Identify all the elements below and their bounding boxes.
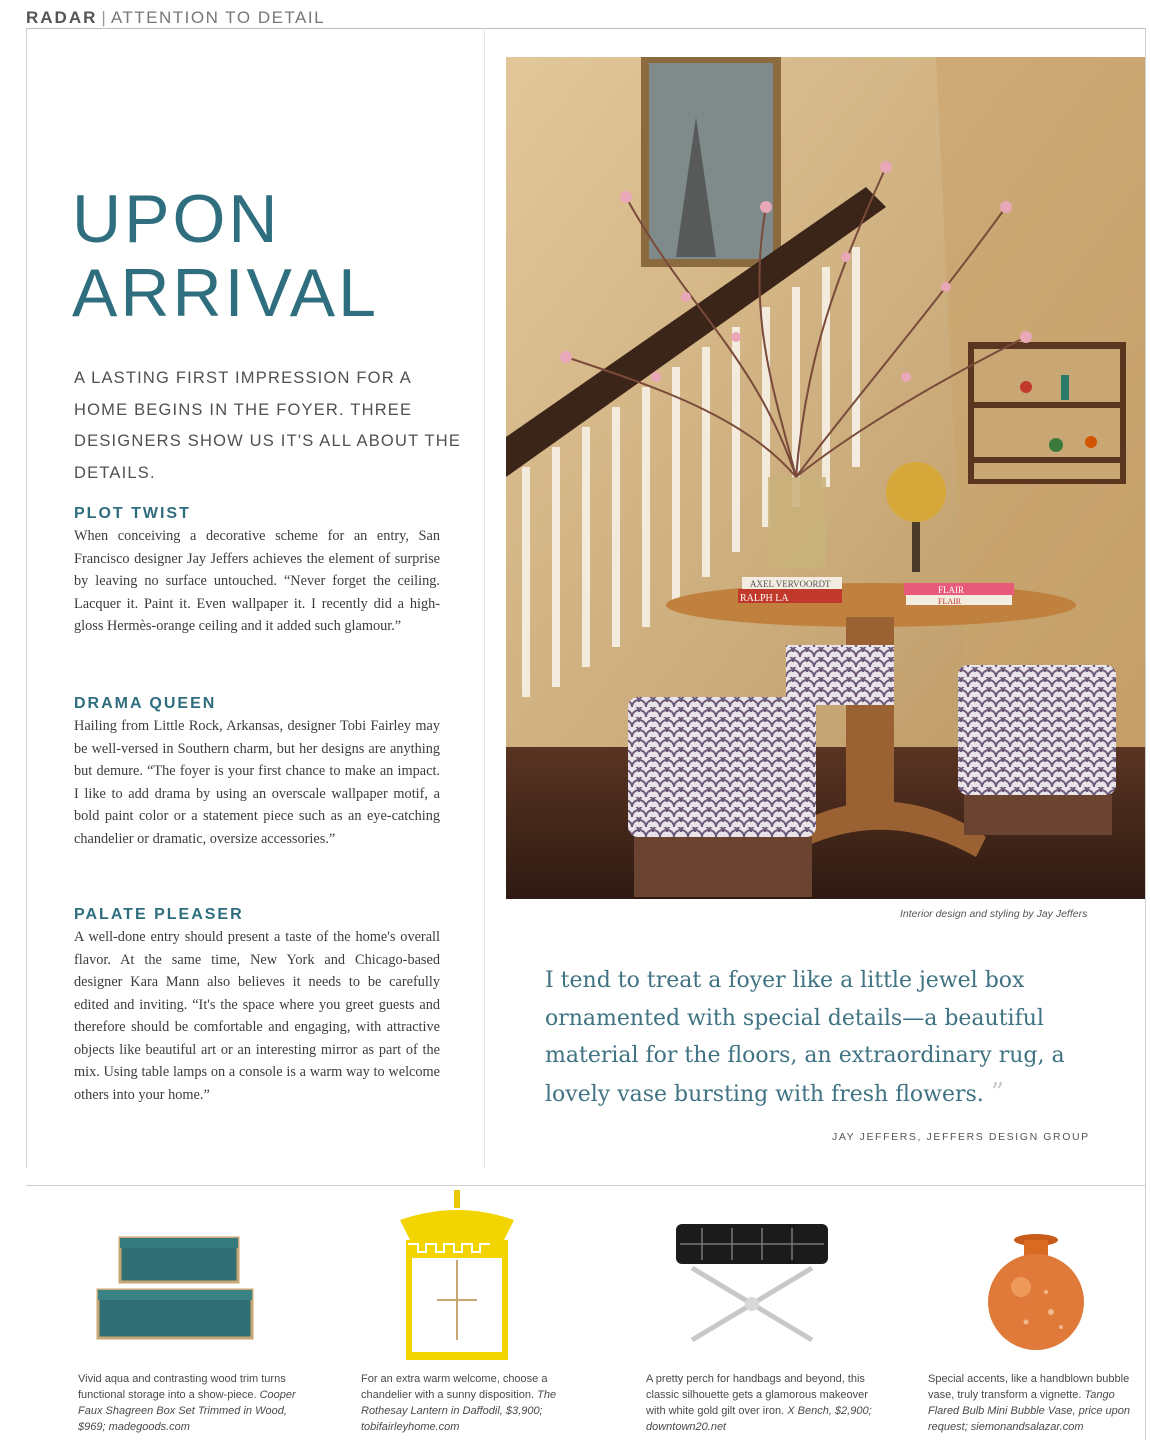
book-spine-label: FLAIR (938, 597, 962, 606)
caption-detail: The Rothesay Lantern in Daffodil, $3,900; tobifairleyhome.com (361, 1389, 557, 1433)
product-caption-lantern (361, 1371, 591, 1435)
section-palate-pleaser (74, 906, 440, 1106)
section-name: ATTENTION TO DETAIL (110, 8, 326, 27)
lantern-image (392, 1190, 522, 1362)
caption-detail: Cooper Faux Shagreen Box Set Trimmed in Wood, $969; madegoods.com (78, 1389, 296, 1433)
article-title (72, 182, 379, 330)
product-strip-rule (26, 1185, 1146, 1186)
pull-quote-text: I tend to treat a foyer like a little jewel box ornamented with special details—a beautiful material for the floors, an extraordinary rug, a lovely vase bursting with fresh flowers. (545, 968, 1065, 1107)
foyer-illustration (506, 57, 1145, 899)
column-divider (484, 28, 485, 1168)
bubble-vase-image (976, 1232, 1096, 1352)
section-heading: PALATE PLEASER (74, 906, 244, 923)
section-body: Hailing from Little Rock, Arkansas, designer Tobi Fairley may be well-versed in Southern charm, but her designs are anything but demure. “The foyer is your first chance to make an impact. I like to add drama by using an overscale wallpaper motif, a bold paint color or a statement piece such as an eye-catching chandelier or dramatic, oversize accessories.” (74, 718, 440, 847)
book-spine-label: FLAIR (938, 585, 965, 595)
shagreen-box-image (90, 1230, 260, 1340)
section-drama-queen (74, 695, 440, 850)
section-body: A well-done entry should present a taste of the home's overall flavor. At the same time, New York and Chicago-based designer Kara Mann also believes it needs to be carefully edited and inviting. “It's the space where you greet guests and therefore should be comfortable and engaging, with attractive objects like beautiful art or an interesting mirror as part of the mix. Using table lamps on a console is a warm way to welcome others into your home.” (74, 929, 440, 1103)
section-plot-twist (74, 505, 440, 638)
page-header (26, 8, 325, 28)
title-line-1: UPON (72, 181, 281, 257)
photo-credit: Interior design and styling by Jay Jeffers (900, 908, 1088, 920)
section-body: When conceiving a decorative scheme for an entry, San Francisco designer Jay Jeffers achieves the element of surprise by leaving no surface untouched. “Never forget the ceiling. Lacquer it. Paint it. Even wallpaper it. I recently did a high-gloss Hermès-orange ceiling and it added such glamour.” (74, 528, 440, 634)
book-spine-label: RALPH LA (740, 593, 789, 604)
foyer-photo (506, 57, 1145, 899)
header-divider: | (101, 8, 107, 27)
product-caption-x-bench (646, 1371, 876, 1435)
x-bench-image (672, 1220, 832, 1350)
quote-mark: ” (990, 1077, 1005, 1108)
left-border (26, 28, 27, 1168)
section-heading: DRAMA QUEEN (74, 695, 217, 712)
product-caption-shagreen-box (78, 1371, 308, 1435)
caption-detail: Tango Flared Bulb Mini Bubble Vase, price upon request; siemonandsalazar.com (928, 1389, 1130, 1433)
right-border (1145, 28, 1146, 1440)
caption-lead: Vivid aqua and contrasting wood trim turns functional storage into a show-piece. (78, 1373, 286, 1401)
caption-detail: X Bench, $2,900; downtown20.net (646, 1405, 872, 1433)
caption-lead: Special accents, like a handblown bubble vase, truly transform a vignette. (928, 1373, 1130, 1401)
caption-lead: A pretty perch for handbags and beyond, this classic silhouette gets a glamorous makeover with white gold gilt over iron. (646, 1373, 868, 1417)
quote-attribution: JAY JEFFERS, JEFFERS DESIGN GROUP (832, 1131, 1090, 1143)
book-spine-label: AXEL VERVOORDT (750, 579, 831, 589)
pull-quote (545, 962, 1105, 1113)
article-dek: A LASTING FIRST IMPRESSION FOR A HOME BEGINS IN THE FOYER. THREE DESIGNERS SHOW US IT'S ALL ABOUT THE DETAILS. (74, 369, 462, 482)
caption-lead: For an extra warm welcome, choose a chandelier with a sunny disposition. (361, 1373, 548, 1401)
section-brand: RADAR (26, 8, 98, 27)
product-caption-bubble-vase (928, 1371, 1144, 1435)
header-rule (26, 28, 1146, 29)
section-heading: PLOT TWIST (74, 505, 191, 522)
title-line-2: ARRIVAL (72, 255, 379, 331)
